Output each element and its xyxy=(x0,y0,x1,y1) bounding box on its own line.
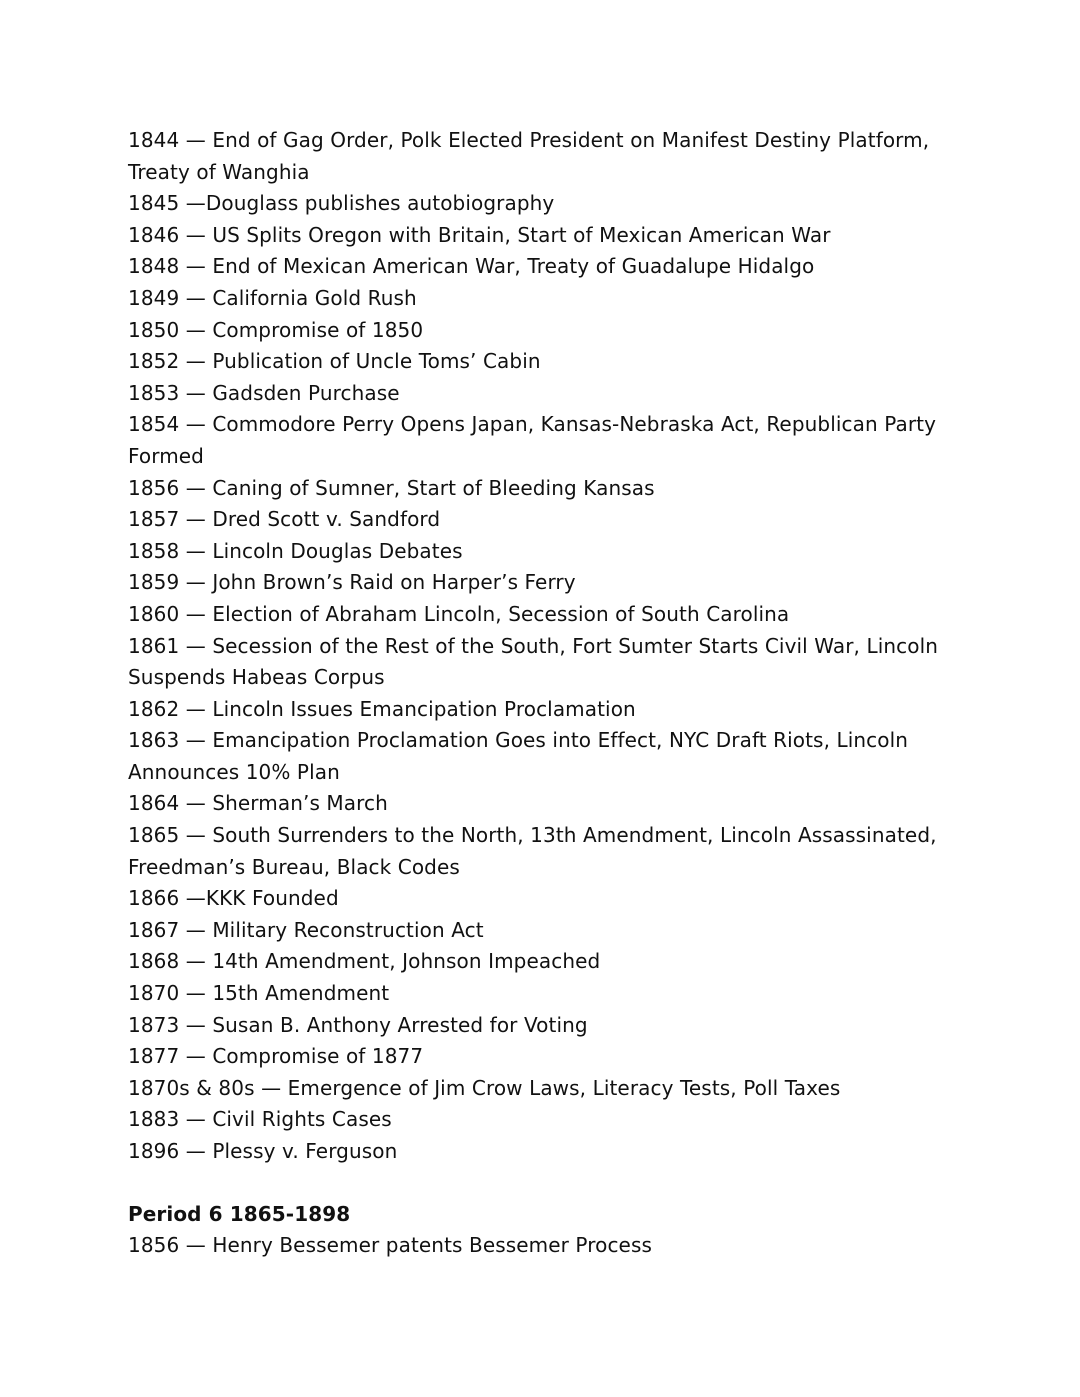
timeline-entry xyxy=(128,788,988,820)
entry-text: 15th Amendment xyxy=(212,981,390,1006)
timeline-entry xyxy=(128,409,988,472)
timeline-entry xyxy=(128,725,988,788)
entry-text: Henry Bessemer patents Bessemer Process xyxy=(212,1233,652,1258)
timeline-list xyxy=(128,125,988,1168)
entry-separator: — xyxy=(179,791,213,816)
entry-year: 1848 xyxy=(128,254,180,279)
entry-separator: — xyxy=(179,823,213,848)
entry-text: Douglass publishes autobiography xyxy=(205,191,555,216)
entry-year: 1859 xyxy=(128,570,180,595)
timeline-entry xyxy=(128,946,988,978)
entry-separator: — xyxy=(179,1044,213,1069)
timeline-entry xyxy=(128,599,988,631)
entry-separator: — xyxy=(179,949,213,974)
timeline-entry xyxy=(128,220,988,252)
entry-year: 1853 xyxy=(128,380,180,405)
timeline-entry xyxy=(128,283,988,315)
entry-year: 1861 xyxy=(128,633,180,658)
entry-separator: — xyxy=(179,1107,213,1132)
entry-year: 1856 xyxy=(128,1233,180,1258)
entry-text: South Surrenders to the North, 13th Amendment, Lincoln Assassinated, Freedman’s Bureau, Black Codes xyxy=(128,823,937,879)
entry-year: 1896 xyxy=(128,1139,180,1163)
entry-separator: — xyxy=(179,538,213,563)
timeline-entry xyxy=(128,536,988,568)
entry-year: 1858 xyxy=(128,538,180,563)
entry-text: John Brown’s Raid on Harper’s Ferry xyxy=(212,570,576,595)
entry-text: KKK Founded xyxy=(205,886,339,911)
entry-text: Susan B. Anthony Arrested for Voting xyxy=(212,1012,588,1037)
entry-text: Election of Abraham Lincoln, Secession of South Carolina xyxy=(212,601,790,626)
entry-separator: — xyxy=(179,917,213,942)
entry-text: Compromise of 1877 xyxy=(212,1044,424,1069)
entry-year: 1852 xyxy=(128,349,180,374)
entry-separator: — xyxy=(179,570,213,595)
entry-year: 1844 xyxy=(128,128,180,152)
entry-separator: — xyxy=(179,285,213,310)
entry-separator: — xyxy=(179,601,213,626)
timeline-entry xyxy=(128,883,988,915)
entry-text: Dred Scott v. Sandford xyxy=(212,507,441,532)
timeline-list-period-6 xyxy=(128,1230,988,1262)
timeline-entry xyxy=(128,567,988,599)
entry-year: 1845 xyxy=(128,191,180,216)
entry-separator: — xyxy=(179,1139,213,1163)
entry-year: 1862 xyxy=(128,696,180,721)
entry-separator: — xyxy=(179,696,213,721)
entry-text: 14th Amendment, Johnson Impeached xyxy=(212,949,601,974)
entry-separator: — xyxy=(179,981,213,1006)
entry-year: 1857 xyxy=(128,507,180,532)
entry-text: US Splits Oregon with Britain, Start of Mexican American War xyxy=(212,222,831,247)
entry-year: 1854 xyxy=(128,412,180,437)
entry-text: Emancipation Proclamation Goes into Effect, NYC Draft Riots, Lincoln Announces 10% Plan xyxy=(128,728,909,784)
entry-year: 1856 xyxy=(128,475,180,500)
entry-year: 1868 xyxy=(128,949,180,974)
document-page xyxy=(128,125,988,1262)
timeline-entry xyxy=(128,346,988,378)
timeline-entry xyxy=(128,1041,988,1073)
entry-separator: — xyxy=(179,728,213,753)
entry-separator: — xyxy=(179,886,206,911)
timeline-entry xyxy=(128,473,988,505)
timeline-entry xyxy=(128,188,988,220)
timeline-entry xyxy=(128,125,988,188)
timeline-entry xyxy=(128,504,988,536)
entry-text: Lincoln Douglas Debates xyxy=(212,538,463,563)
entry-separator: — xyxy=(179,191,206,216)
entry-year: 1863 xyxy=(128,728,180,753)
entry-year: 1860 xyxy=(128,601,180,626)
entry-year: 1870s & 80s xyxy=(128,1075,255,1100)
entry-year: 1877 xyxy=(128,1044,180,1069)
entry-separator: — xyxy=(179,380,213,405)
entry-separator: — xyxy=(179,412,213,437)
entry-year: 1873 xyxy=(128,1012,180,1037)
entry-text: Lincoln Issues Emancipation Proclamation xyxy=(212,696,636,721)
timeline-entry xyxy=(128,631,988,694)
entry-separator: — xyxy=(179,1233,213,1258)
timeline-entry xyxy=(128,251,988,283)
entry-separator: — xyxy=(179,128,213,152)
entry-year: 1883 xyxy=(128,1107,180,1132)
timeline-entry xyxy=(128,1230,988,1262)
entry-text: End of Gag Order, Polk Elected President on Manifest Destiny Platform, Treaty of Wanghia xyxy=(128,128,930,184)
entry-year: 1846 xyxy=(128,222,180,247)
timeline-entry xyxy=(128,378,988,410)
entry-separator: — xyxy=(254,1075,288,1100)
timeline-entry xyxy=(128,1073,988,1105)
entry-text: Sherman’s March xyxy=(212,791,388,816)
entry-text: Civil Rights Cases xyxy=(212,1107,392,1132)
timeline-entry xyxy=(128,1104,988,1136)
timeline-entry xyxy=(128,915,988,947)
entry-text: Commodore Perry Opens Japan, Kansas-Nebraska Act, Republican Party Formed xyxy=(128,412,937,468)
section-heading: Period 6 1865-1898 xyxy=(128,1201,351,1226)
entry-text: Gadsden Purchase xyxy=(212,380,400,405)
entry-separator: — xyxy=(179,633,213,658)
entry-year: 1867 xyxy=(128,917,180,942)
entry-year: 1850 xyxy=(128,317,180,342)
entry-text: End of Mexican American War, Treaty of Guadalupe Hidalgo xyxy=(212,254,815,279)
entry-text: Plessy v. Ferguson xyxy=(212,1139,398,1163)
entry-text: Secession of the Rest of the South, Fort Sumter Starts Civil War, Lincoln Suspends Habeas Corpus xyxy=(128,633,939,690)
section-spacer xyxy=(128,1168,988,1199)
entry-text: California Gold Rush xyxy=(212,285,417,310)
entry-separator: — xyxy=(179,475,213,500)
entry-separator: — xyxy=(179,507,213,532)
entry-separator: — xyxy=(179,317,213,342)
entry-year: 1866 xyxy=(128,886,180,911)
entry-year: 1849 xyxy=(128,285,180,310)
timeline-entry xyxy=(128,820,988,883)
entry-separator: — xyxy=(179,349,213,374)
timeline-entry xyxy=(128,694,988,726)
entry-separator: — xyxy=(179,254,213,279)
timeline-entry xyxy=(128,1010,988,1042)
entry-year: 1864 xyxy=(128,791,180,816)
entry-separator: — xyxy=(179,222,213,247)
entry-year: 1865 xyxy=(128,823,180,848)
timeline-entry xyxy=(128,315,988,347)
entry-separator: — xyxy=(179,1012,213,1037)
entry-text: Compromise of 1850 xyxy=(212,317,424,342)
entry-text: Emergence of Jim Crow Laws, Literacy Tests, Poll Taxes xyxy=(287,1075,841,1100)
timeline-entry xyxy=(128,1136,988,1168)
entry-text: Publication of Uncle Toms’ Cabin xyxy=(212,349,541,374)
entry-year: 1870 xyxy=(128,981,180,1006)
entry-text: Caning of Sumner, Start of Bleeding Kansas xyxy=(212,475,655,500)
timeline-entry xyxy=(128,978,988,1010)
entry-text: Military Reconstruction Act xyxy=(212,917,484,942)
